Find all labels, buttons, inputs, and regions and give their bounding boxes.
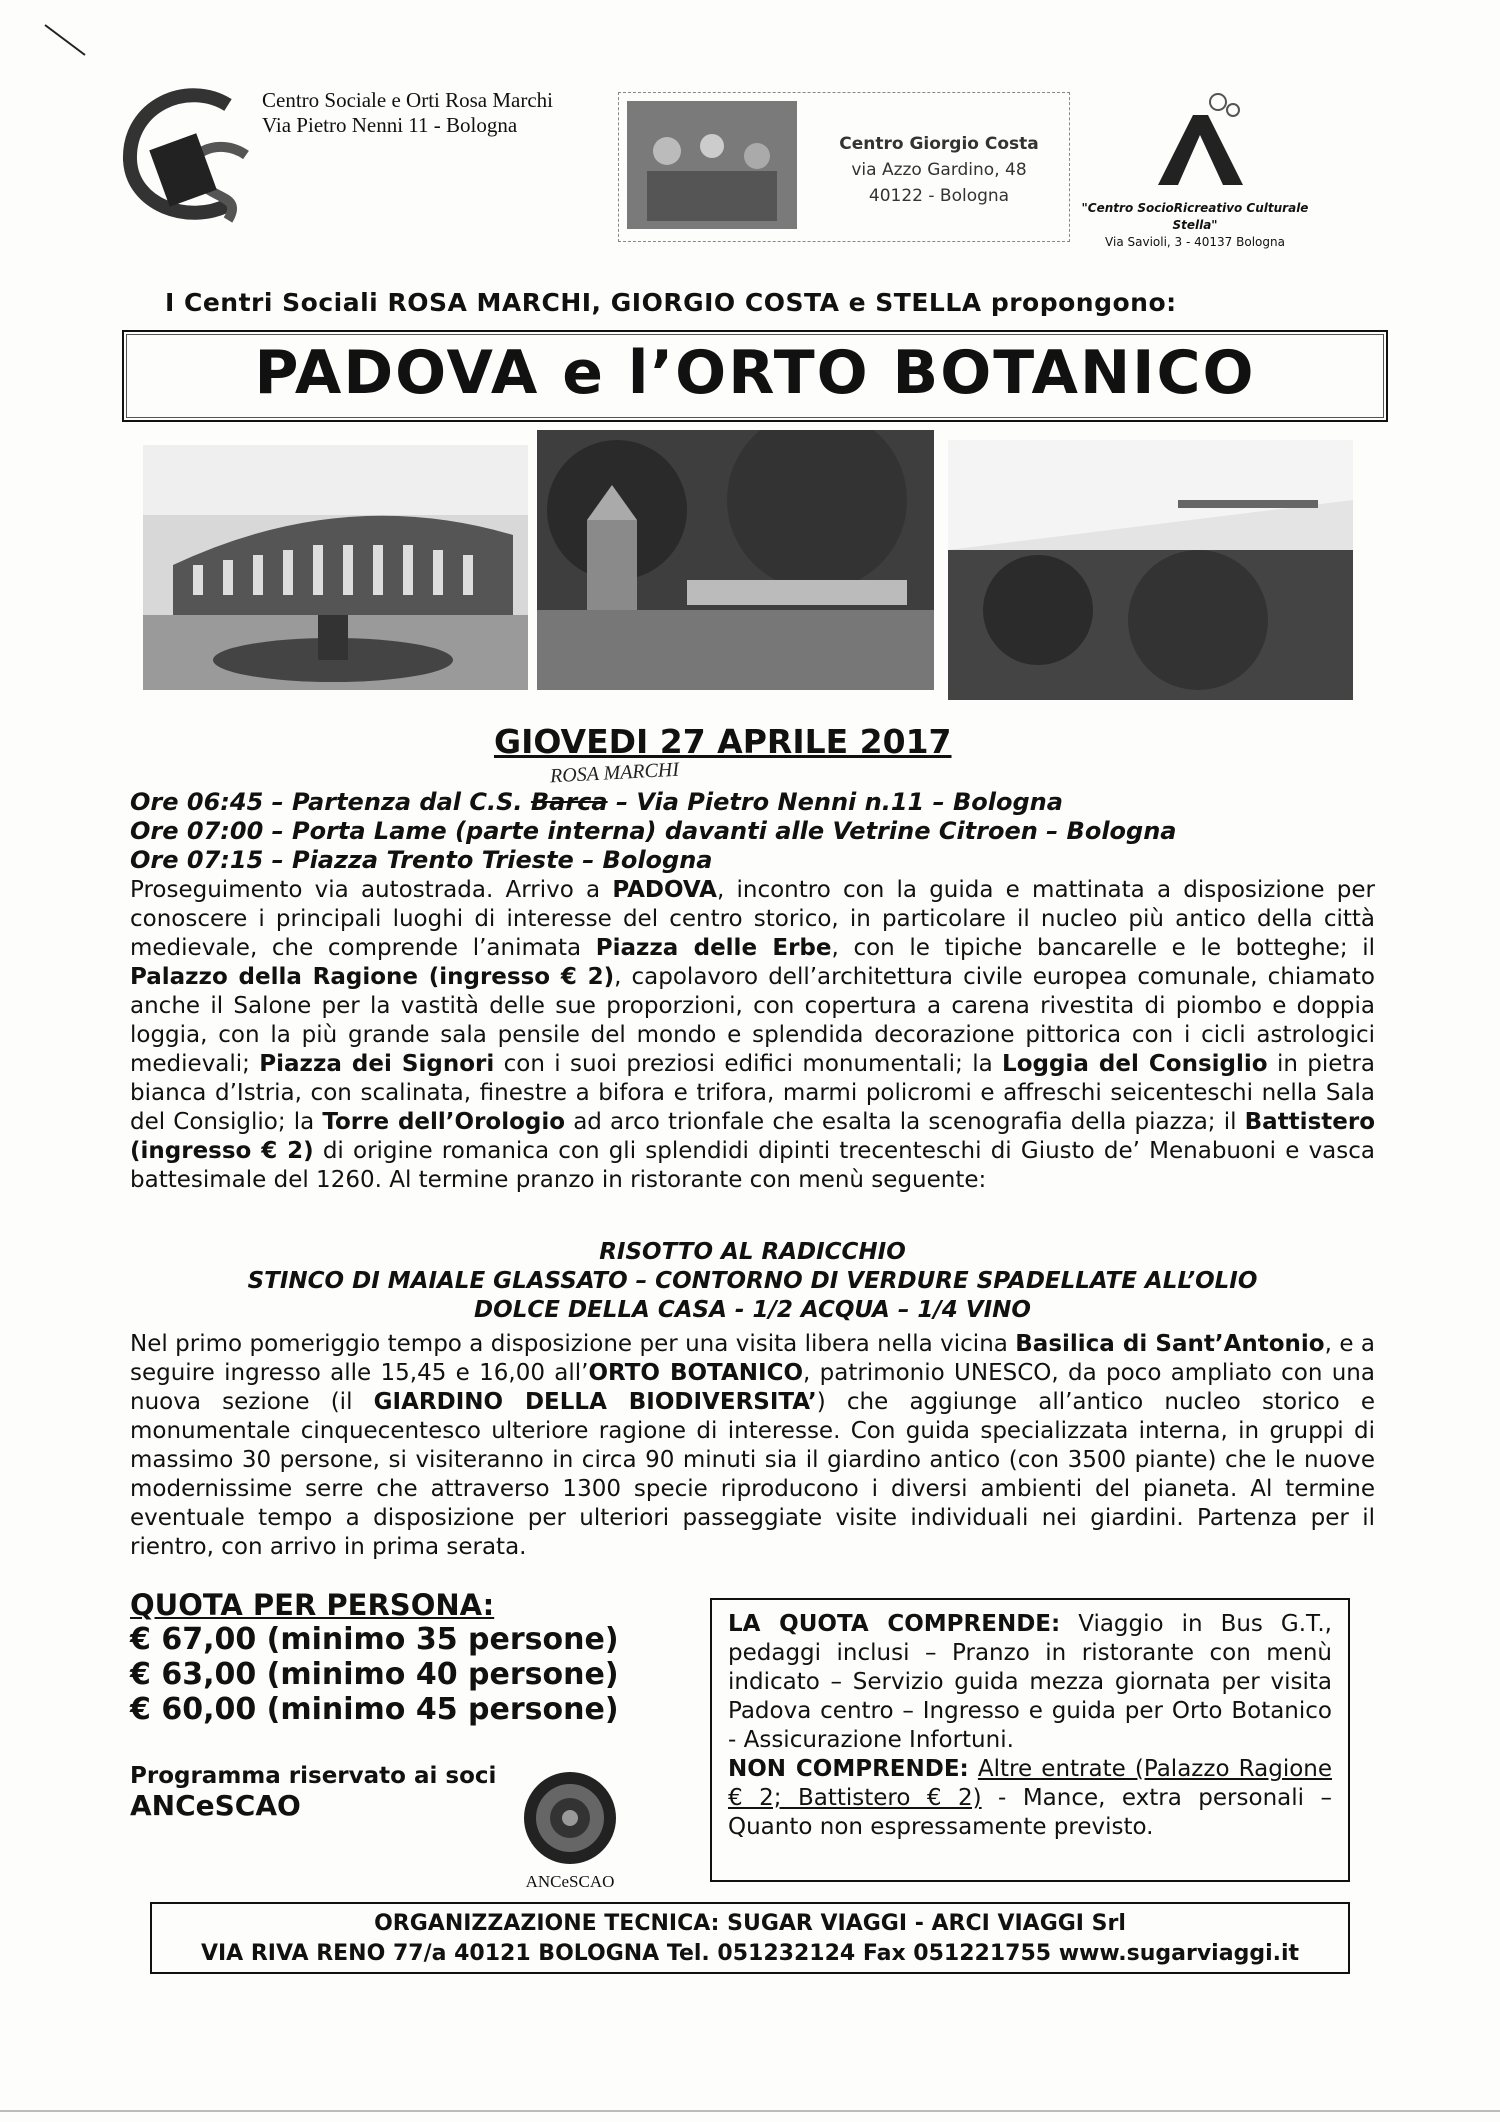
- rosa-marchi-logo: [118, 85, 258, 235]
- scan-mark: [40, 20, 90, 60]
- middle-org-text: [819, 131, 1059, 209]
- right-org-address: Via Savioli, 3 - 40137 Bologna: [1105, 235, 1285, 249]
- schedule: [130, 788, 1390, 875]
- morning-description: Proseguimento via autostrada. Arrivo a PADOVA, incontro con la guida e mattinata a disposizione per conoscere i principali luoghi di interesse del centro storico, in particolare il nucleo più antico della città medievale, che comprende l’animata Piazza delle Erbe, con le tipiche bancarelle e le botteghe; il Palazzo della Ragione (ingresso € 2), capolavoro dell’architettura civile europea comunale, chiamato anche il Salone per la vastità delle sue proporzioni, con copertura a carena rivestita di piombo e doppia loggia, con la più grande sala pensile del mondo e splendida decorazione pittorica con i cicli astrologici medievali; Piazza dei Signori con i suoi preziosi edifici monumentali; la Loggia del Consiglio in pietra bianca d’Istria, con scalinata, finestre a bifora e trifora, marmi policromi e affreschi seicenteschi nella Sala del Consiglio; la Torre dell’Orologio ad arco trionfale che esalta la scenografia della piazza; il Battistero (ingresso € 2) di origine romanica con gli splendidi dipinti trecenteschi di Giusto de’ Menabuoni e vasca battesimale del 1260. Al termine pranzo in ristorante con menù seguente:: [130, 877, 1375, 1193]
- included-label: LA QUOTA COMPRENDE:: [728, 1611, 1061, 1637]
- menu-item: RISOTTO AL RADICCHIO: [599, 1239, 906, 1265]
- excluded-section: NON COMPRENDE: Altre entrate (Palazzo Ragione € 2; Battistero € 2) - Mance, extra personali – Quanto non espressamente previsto.: [728, 1756, 1333, 1840]
- event-date: GIOVEDI 27 APRILE 2017: [494, 722, 952, 761]
- quota-title: QUOTA PER PERSONA:: [130, 1588, 495, 1622]
- excluded-label: NON COMPRENDE:: [728, 1756, 969, 1782]
- schedule-time: Ore 06:45: [130, 788, 264, 816]
- menu-item: STINCO DI MAIALE GLASSATO – CONTORNO DI VERDURE SPADELLATE ALL’OLIO: [247, 1268, 1258, 1294]
- schedule-time: Ore 07:15: [130, 846, 264, 874]
- middle-org-street: via Azzo Gardino, 48: [851, 160, 1027, 180]
- page-title: PADOVA e l’ORTO BOTANICO: [254, 338, 1256, 408]
- middle-org-city: 40122 - Bologna: [868, 186, 1010, 206]
- centro-costa-photo: [627, 101, 797, 229]
- handwritten-note: ROSA MARCHI: [549, 758, 680, 788]
- afternoon-description: Nel primo pomeriggio tempo a disposizione per una visita libera nella vicina Basilica di Sant’Antonio, e a seguire ingresso alle 15,45 e 16,00 all’ORTO BOTANICO, patrimonio UNESCO, da poco ampliato con una nuova sezione (il GIARDINO DELLA BIODIVERSITA’) che aggiunge all’antico nucleo storico e monumentale cinquecentesco ulteriore ragione di interesse. Con guida specializzata interna, in gruppi di massimo 30 persone, si visiteranno in circa 90 minuti sia il giardino antico (con 3500 piante) che le nuove modernissime serre che attraverso 1300 specie riproducono i diversi ambienti del pianeta. Al termine eventuale tempo a disposizione per ulteriori passeggiate visite individuali nei giardini. Partenza per il rientro, con arrivo in prima serata.: [130, 1331, 1376, 1560]
- photo-palazzo-ragione: [143, 445, 528, 690]
- right-org-name: "Centro SocioRicreativo Culturale Stella": [1081, 201, 1309, 232]
- schedule-item: Ore 07:00 – Porta Lame (parte interna) davanti alle Vetrine Citroen – Bologna: [130, 817, 1177, 845]
- soci-org: ANCeSCAO: [130, 1789, 301, 1822]
- stella-logo: [1138, 90, 1258, 195]
- quota-price: € 67,00 (minimo 35 persone): [130, 1622, 619, 1657]
- scan-edge: [0, 2110, 1500, 2112]
- left-org-block: [262, 88, 553, 138]
- right-org-block: [1060, 200, 1330, 251]
- schedule-item: Ore 06:45 – Partenza dal C.S. Barca – Via Pietro Nenni n.11 – Bologna: [130, 788, 1063, 816]
- photo-orto-botanico: [537, 430, 934, 690]
- ancescao-logo: [520, 1768, 620, 1868]
- schedule-time: Ore 07:00: [130, 817, 264, 845]
- quota-block: [130, 1588, 650, 1727]
- quota-price: € 63,00 (minimo 40 persone): [130, 1657, 619, 1692]
- ancescao-logo-label: ANCeSCAO: [525, 1872, 615, 1891]
- menu-item: DOLCE DELLA CASA - 1/2 ACQUA – 1/4 VINO: [474, 1297, 1031, 1323]
- soci-line: Programma riservato ai soci: [130, 1763, 497, 1789]
- footer-contacts: VIA RIVA RENO 77/a 40121 BOLOGNA Tel. 051232124 Fax 051221755 www.sugarviaggi.it: [200, 1941, 1300, 1966]
- footer-organizer: ORGANIZZAZIONE TECNICA: SUGAR VIAGGI - ARCI VIAGGI Srl: [374, 1911, 1126, 1936]
- soci-note: [130, 1762, 496, 1820]
- intro-heading: I Centri Sociali ROSA MARCHI, GIORGIO COSTA e STELLA propongono:: [165, 288, 1177, 317]
- photo-serre: [948, 440, 1353, 700]
- footer-box: [150, 1902, 1350, 1974]
- included-section: LA QUOTA COMPRENDE: Viaggio in Bus G.T., pedaggi inclusi – Pranzo in ristorante con menù indicato – Servizio guida mezza giornata per visita Padova centro – Ingresso e guida per Orto Botanico - Assicurazione Infortuni.: [728, 1611, 1332, 1753]
- middle-org-name: Centro Giorgio Costa: [839, 134, 1039, 154]
- middle-org-box: [618, 92, 1070, 242]
- includes-box: [710, 1598, 1350, 1882]
- lunch-menu: [130, 1238, 1375, 1325]
- title-box: [122, 330, 1388, 422]
- left-org-address: Via Pietro Nenni 11 - Bologna: [262, 113, 518, 137]
- left-org-name: Centro Sociale e Orti Rosa Marchi: [262, 88, 554, 112]
- quota-price: € 60,00 (minimo 45 persone): [130, 1692, 619, 1727]
- struck-text: Barca: [530, 788, 608, 816]
- schedule-item: Ore 07:15 – Piazza Trento Trieste – Bologna: [130, 846, 713, 874]
